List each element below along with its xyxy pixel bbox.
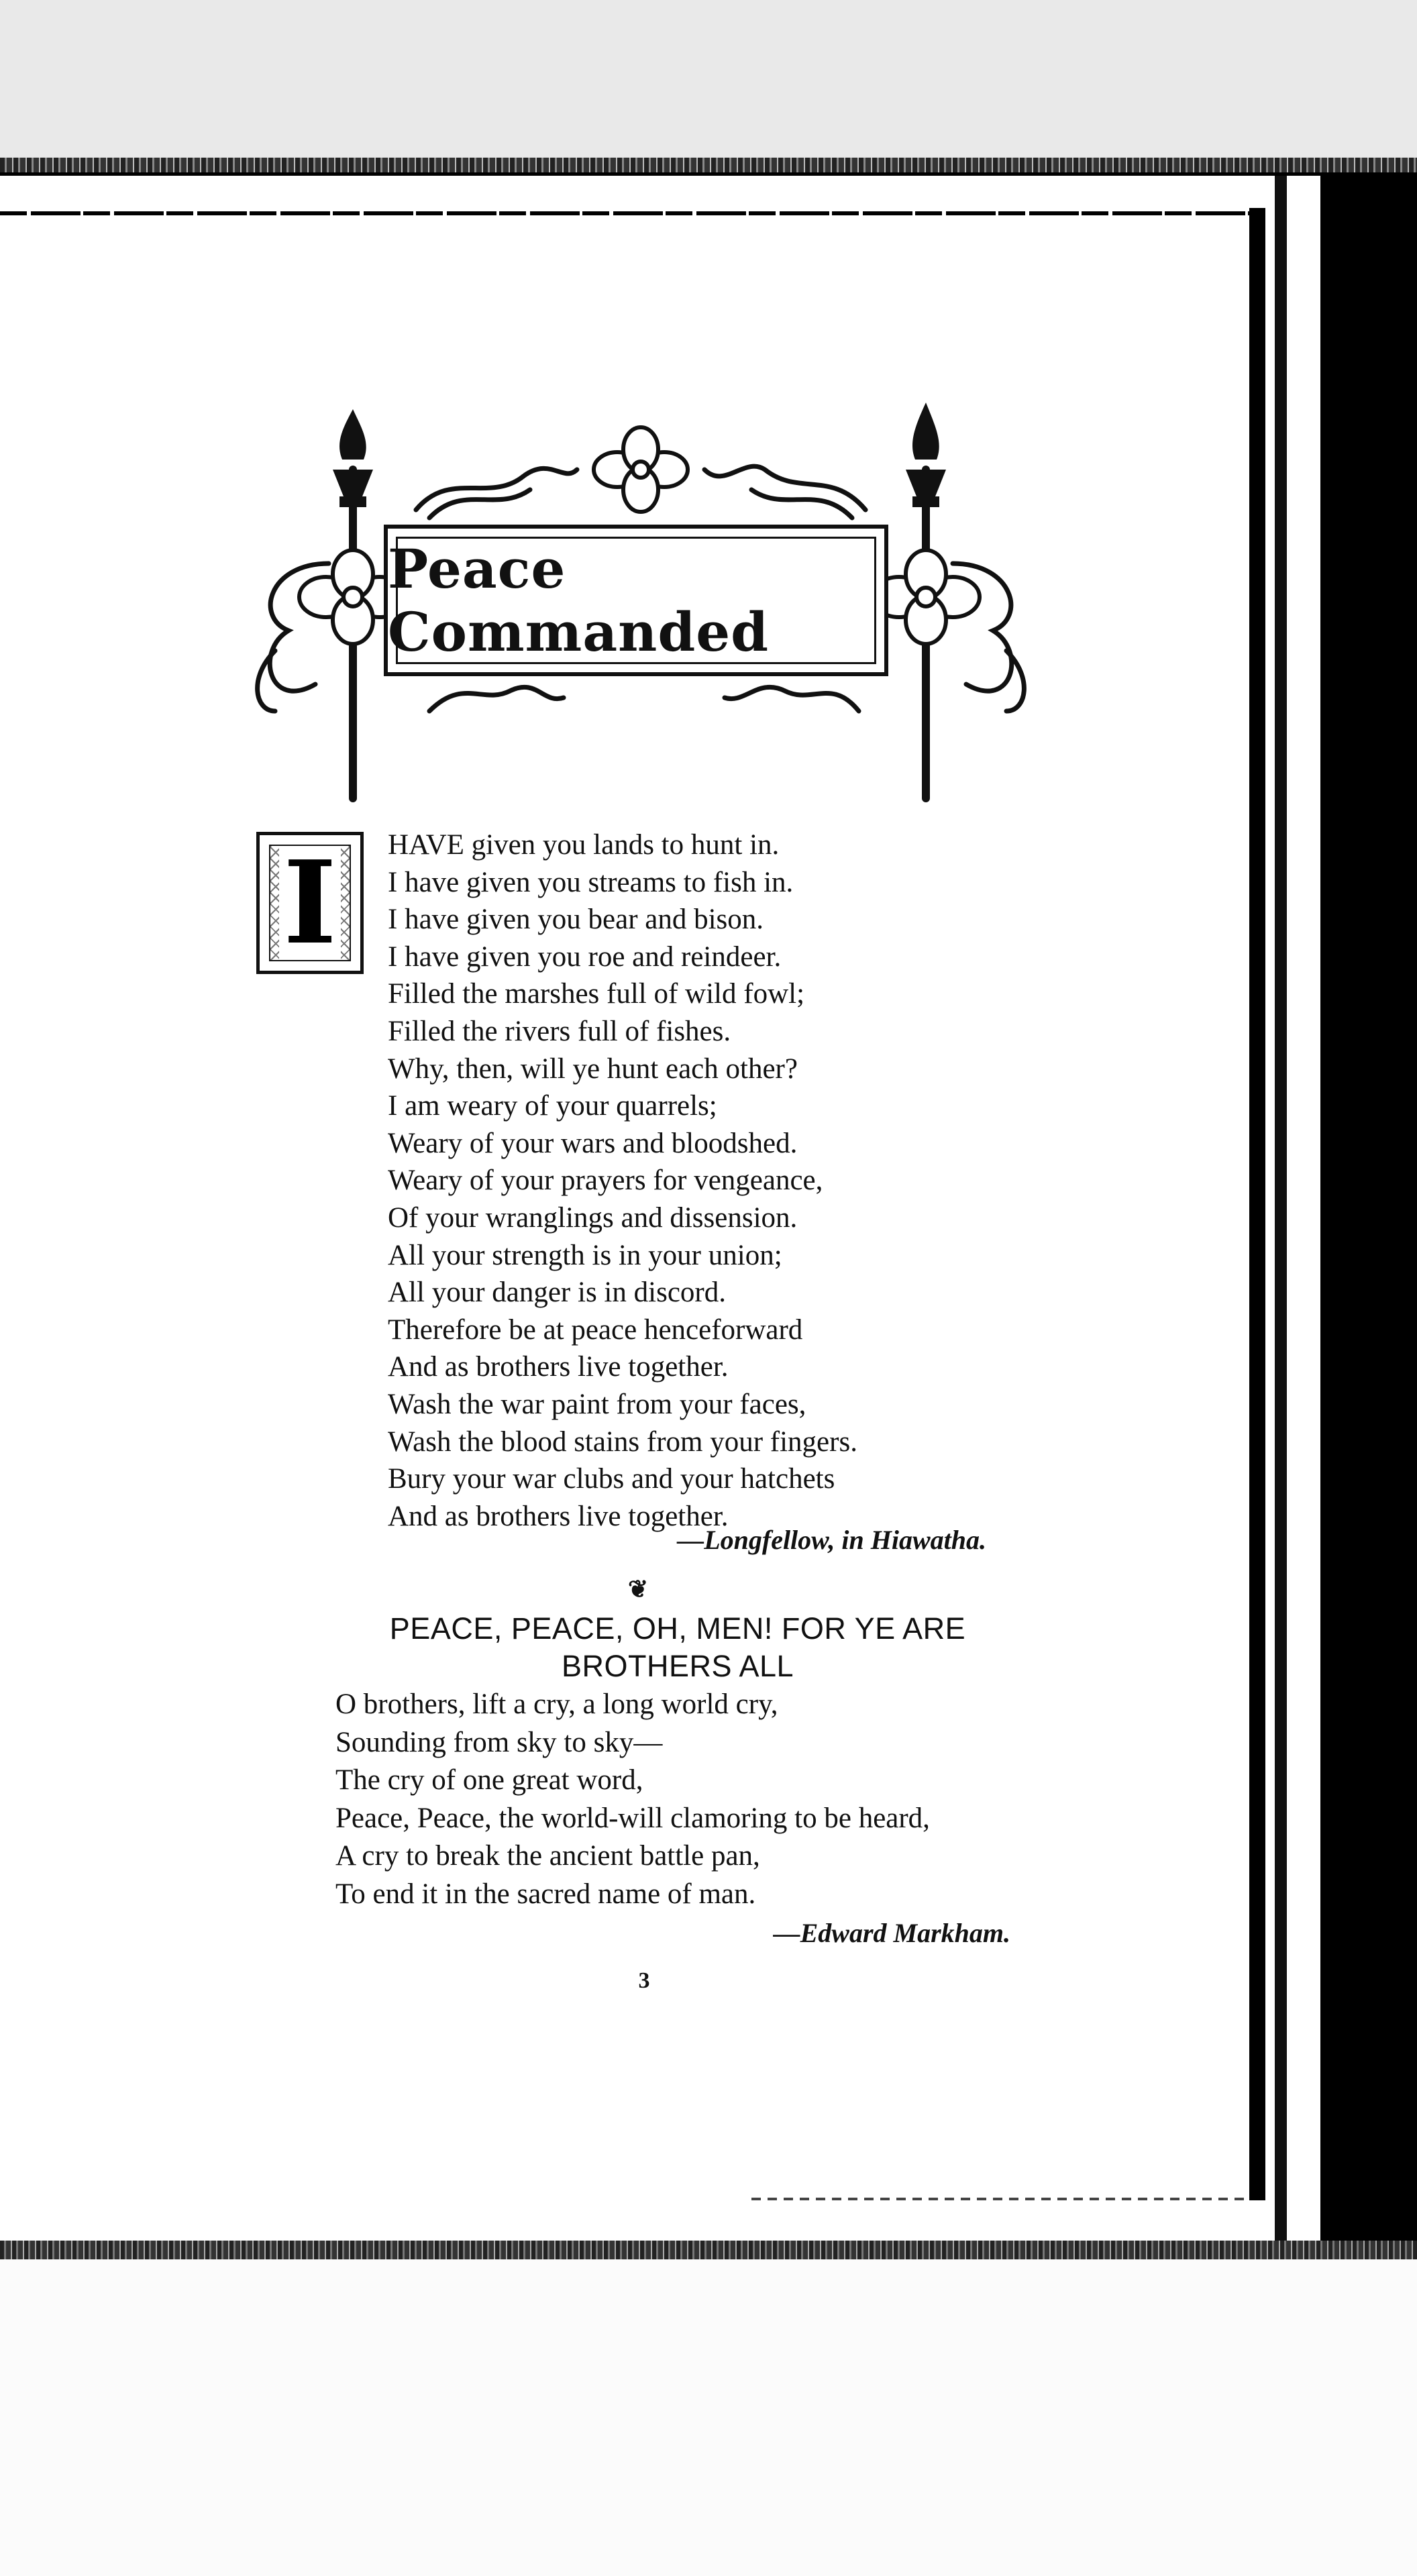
dropcap-ornament <box>269 836 351 970</box>
poem-line: Filled the rivers full of fishes. <box>388 1015 731 1047</box>
page-right-edge <box>1249 208 1265 2200</box>
second-poem-attribution: —Edward Markham. <box>773 1918 1010 1948</box>
poem-line: And as brothers live together. <box>388 1351 729 1383</box>
poem-line: O brothers, lift a cry, a long world cry, <box>335 1688 778 1720</box>
poem-line: Bury your war clubs and your hatchets <box>388 1463 835 1495</box>
poem-line: Weary of your prayers for vengeance, <box>388 1165 823 1197</box>
poem-line: Therefore be at peace henceforward <box>388 1313 803 1346</box>
second-poem-heading-line: BROTHERS ALL <box>561 1649 794 1683</box>
poem-line: A cry to break the ancient battle pan, <box>335 1840 760 1872</box>
page-title: Peace Commanded <box>388 537 770 663</box>
poem-line: HAVE given you lands to hunt in. <box>388 829 780 861</box>
poem-line: All your danger is in discord. <box>388 1277 726 1309</box>
poem-line: Why, then, will ye hunt each other? <box>388 1053 798 1085</box>
poem-line: Sounding from sky to sky— <box>335 1726 663 1758</box>
scan-top-noise-band <box>0 158 1417 172</box>
page-bottom-rule <box>751 2198 1248 2200</box>
scan-bottom-margin <box>0 2241 1417 2576</box>
poem-markham <box>335 1686 1141 1913</box>
poem-line: I have given you roe and reindeer. <box>388 941 782 973</box>
poem-line: Peace, Peace, the world-will clamoring to be heard, <box>335 1802 930 1834</box>
page-number: 3 <box>638 1968 650 1993</box>
dropcap-letter: I <box>279 846 341 960</box>
poem-line: Filled the marshes full of wild fowl; <box>388 978 805 1010</box>
poem-line: Weary of your wars and bloodshed. <box>388 1127 798 1159</box>
poem-line: I am weary of your quarrels; <box>388 1090 717 1122</box>
second-poem-heading <box>282 1610 1073 1685</box>
scan-bottom-noise-band <box>0 2241 1417 2259</box>
poem-line: Wash the war paint from your faces, <box>388 1388 806 1420</box>
title-cartouche <box>384 525 888 676</box>
poem-line: All your strength is in your union; <box>388 1239 782 1271</box>
poem-line: I have given you streams to fish in. <box>388 866 794 898</box>
sheet-top-rule <box>0 211 1261 215</box>
separator-ornament: ❦ <box>628 1576 649 1603</box>
poem-hiawatha <box>388 826 1193 1535</box>
poem-line: The cry of one great word, <box>335 1764 643 1796</box>
scan-top-margin <box>0 0 1417 158</box>
poem-line: To end it in the sacred name of man. <box>335 1878 756 1910</box>
poem-attribution: —Longfellow, in Hiawatha. <box>677 1525 986 1555</box>
second-poem-heading-line: PEACE, PEACE, OH, MEN! FOR YE ARE <box>389 1611 966 1646</box>
sheet-right-shadow <box>1275 176 1287 2241</box>
dropcap-frame <box>256 832 364 974</box>
poem-line: Of your wranglings and dissension. <box>388 1201 798 1234</box>
poem-line: I have given you bear and bison. <box>388 904 764 936</box>
poem-line: And as brothers live together. <box>388 1500 729 1532</box>
poem-line: Wash the blood stains from your fingers. <box>388 1426 857 1458</box>
